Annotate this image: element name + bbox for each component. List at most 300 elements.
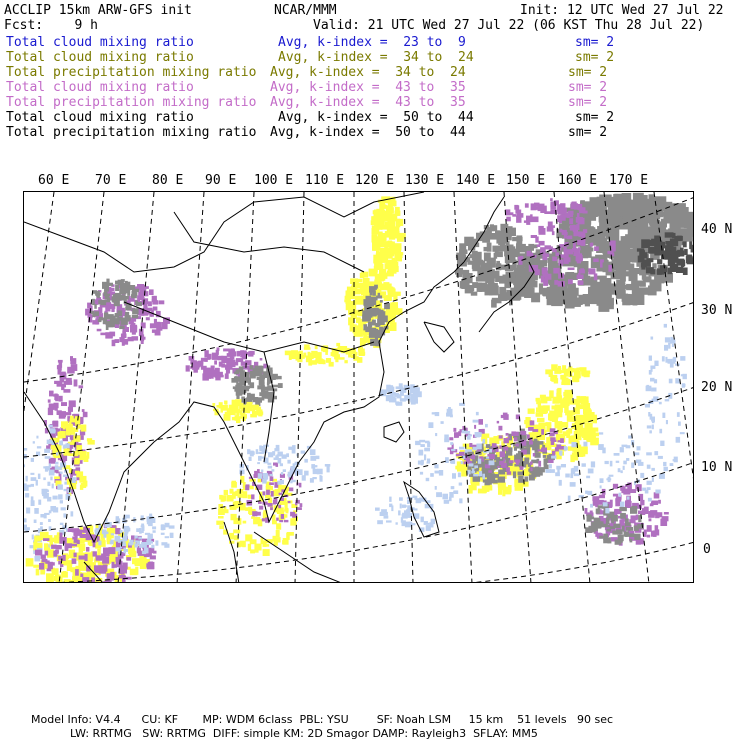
precip-cell [219,525,224,529]
coastline [24,192,424,272]
precip-cell [276,530,280,537]
precip-cell [552,257,557,262]
precip-cell [643,227,651,240]
precip-cell [557,389,560,393]
precip-cell [662,356,665,361]
precip-cell [64,579,71,583]
precip-cell [119,326,124,330]
precip-cell [621,294,632,298]
precip-cell [74,379,78,386]
precip-cell [603,525,610,528]
precip-cell [98,300,103,304]
precip-cell [224,490,228,495]
precip-cell [476,277,487,282]
precip-cell [424,448,430,452]
precip-cell [474,425,476,429]
precip-cell [613,494,618,497]
precip-cell [165,536,169,538]
precip-cell [587,430,591,439]
precip-cell [499,435,503,438]
precip-cell [578,280,584,285]
precip-cell [662,413,665,418]
precip-cell [170,533,174,538]
precip-cell [400,398,406,401]
precip-cell [48,399,51,402]
precip-cell [535,452,541,457]
precip-cell [373,210,382,214]
precip-cell [396,219,403,226]
precip-cell [583,211,588,214]
longitude-label: 100 E [254,173,294,188]
valid-time: Valid: 21 UTC Wed 27 Jul 22 (06 KST Thu 28 Jul 22) [313,18,705,33]
precip-cell [245,485,249,490]
precip-cell [669,241,678,246]
precip-cell [36,436,38,439]
precip-cell [596,509,600,514]
precip-cell [155,540,158,545]
precip-cell [461,461,463,464]
precip-cell [630,507,637,514]
precip-cell [572,202,577,207]
precip-cell [270,368,273,373]
precip-cell [95,318,98,324]
precip-cell [458,431,461,436]
precip-cell [459,483,462,486]
precip-cell [304,471,309,476]
precip-cell [66,431,70,435]
precip-cell [278,505,281,508]
field-name: Total precipitation mixing ratio [6,65,257,80]
field-name: Total cloud mixing ratio [6,35,194,50]
precipitation-shading [24,193,694,583]
precip-cell [55,404,58,411]
precip-cell [597,533,602,536]
precip-cell [69,408,72,415]
precip-cell [563,431,570,436]
precip-cell [571,225,575,230]
precip-cell [538,204,545,212]
precip-cell [459,447,465,450]
precip-cell [448,407,451,412]
precip-cell [119,575,126,579]
precip-cell [456,273,462,277]
precip-cell [514,205,518,210]
precip-cell [348,354,352,358]
precip-cell [486,284,494,288]
precip-cell [132,315,138,319]
precip-cell [372,310,377,316]
precip-cell [588,526,595,533]
precip-cell [642,488,646,491]
precip-cell [435,471,440,474]
precip-cell [506,433,509,436]
precip-cell [671,251,678,254]
precip-cell [482,465,485,469]
precip-cell [665,232,674,237]
precip-cell [38,474,41,479]
precip-cell [44,514,47,518]
precip-cell [186,365,190,371]
precip-cell [426,478,430,481]
precip-cell [24,518,27,522]
precip-cell [310,478,314,483]
precip-cell [600,259,604,262]
precip-cell [250,371,256,379]
precip-cell [363,334,367,343]
precip-cell [299,483,302,488]
precip-cell [623,466,625,470]
precip-cell [224,416,231,421]
longitude-label: 110 E [305,173,345,188]
precip-cell [144,548,149,554]
precip-cell [225,373,229,379]
precip-cell [75,569,79,576]
precip-cell [261,385,265,392]
precip-cell [540,398,547,404]
precip-cell [308,352,311,356]
precip-cell [496,446,499,452]
precip-cell [225,401,228,405]
precip-cell [572,468,575,472]
precip-cell [260,398,265,401]
precip-cell [120,283,127,290]
precip-cell [562,422,569,428]
precip-cell [100,333,105,336]
precip-cell [248,351,253,356]
precip-cell [607,541,611,544]
precip-cell [684,222,692,228]
precip-cell [489,461,495,466]
precip-cell [462,426,464,429]
precip-cell [677,412,680,417]
latitude-label: 40 N [701,222,733,237]
precip-cell [515,210,521,214]
precip-cell [654,451,658,455]
precip-cell [390,221,395,228]
precip-cell [271,491,274,497]
precip-cell [467,436,471,440]
precip-cell [316,456,320,459]
precip-cell [57,484,63,489]
precip-cell [644,508,648,514]
precip-cell [490,439,499,444]
precip-cell [155,322,161,327]
precip-cell [686,228,694,237]
precip-cell [344,360,347,363]
precip-cell [115,285,119,292]
field-k-index: Avg, k-index = 43 to 35 [270,95,466,110]
precip-cell [419,440,425,443]
precip-cell [650,378,655,382]
precip-cell [376,296,382,299]
precip-cell [591,243,594,246]
field-name: Total cloud mixing ratio [6,50,194,65]
precip-cell [654,250,660,255]
longitude-label: 60 E [38,173,70,188]
precip-cell [463,444,471,447]
precip-cell [507,471,512,475]
precip-cell [64,482,67,485]
precip-cell [345,296,351,299]
precip-cell [405,522,411,528]
precip-cell [649,356,652,361]
precip-cell [161,533,165,535]
precip-cell [665,337,670,342]
precip-cell [285,351,292,356]
precip-cell [386,520,392,522]
precip-cell [395,401,399,404]
precip-cell [152,299,157,302]
precip-cell [482,486,487,493]
parallel-line [144,542,694,583]
precip-cell [59,396,63,402]
precip-cell [683,268,688,276]
precip-cell [668,343,670,349]
precip-cell [610,241,616,247]
precip-cell [564,373,569,377]
precip-cell [514,437,517,441]
precip-cell [218,356,224,361]
precip-cell [626,527,633,531]
precip-cell [512,214,516,217]
precip-cell [689,241,692,249]
precip-cell [472,468,475,473]
precip-cell [497,231,507,239]
precip-cell [624,531,629,536]
precip-cell [49,425,53,428]
precip-cell [32,535,34,540]
precip-cell [518,476,523,483]
precip-cell [653,396,658,401]
precip-cell [111,533,114,535]
precip-cell [270,507,273,510]
precip-cell [231,514,237,520]
precip-cell [35,556,41,562]
precip-cell [577,240,581,245]
precip-cell [257,462,260,464]
precip-cell [263,491,266,495]
precip-cell [648,511,655,518]
precip-cell [366,296,372,301]
precip-cell [273,499,276,504]
precip-cell [235,399,241,406]
precip-cell [602,448,605,454]
precip-cell [544,458,547,465]
precip-cell [392,292,401,296]
precip-cell [221,405,224,412]
precip-cell [469,443,472,447]
precip-cell [105,286,109,291]
precip-cell [45,456,51,459]
precip-cell [530,420,535,425]
precip-cell [565,214,570,218]
precip-cell [254,474,258,478]
precip-cell [261,470,263,473]
precip-cell [427,462,431,464]
precip-cell [557,215,560,222]
precip-cell [618,468,621,472]
precip-cell [482,439,485,443]
precip-cell [657,259,662,264]
precip-cell [441,421,444,424]
precip-cell [376,251,380,256]
precip-cell [334,354,340,359]
precip-cell [562,365,566,370]
precip-cell [605,508,609,513]
precip-cell [485,424,488,428]
precip-cell [511,431,516,436]
precip-cell [74,553,77,558]
precip-cell [249,394,255,398]
precip-cell [79,556,86,560]
precip-cell [574,408,580,415]
precip-cell [31,458,34,462]
precip-cell [583,247,588,253]
precip-cell [572,452,577,458]
precip-cell [227,353,230,357]
precip-cell [419,450,424,456]
precip-cell [368,322,372,328]
precip-cell [660,441,664,446]
precip-cell [277,376,282,379]
precip-cell [348,317,354,325]
precip-cell [374,287,377,290]
precip-cell [120,530,123,533]
precip-cell [276,518,279,521]
precip-cell [605,461,609,464]
precip-cell [622,526,625,532]
precip-cell [544,274,551,280]
precip-cell [538,449,543,451]
precip-cell [664,512,669,515]
precip-cell [395,393,399,397]
precip-cell [607,234,617,239]
precip-cell [542,253,547,260]
precip-cell [474,260,483,265]
precip-cell [353,324,357,333]
precip-cell [396,252,403,258]
precip-cell [664,345,668,351]
precip-cell [622,445,628,447]
precip-cell [550,198,553,201]
precip-cell [586,276,591,283]
precip-cell [132,328,136,335]
precip-cell [308,358,312,365]
precip-cell [44,543,48,550]
precip-cell [652,418,655,422]
precip-cell [482,474,485,480]
precip-cell [319,475,321,480]
field-k-index: Avg, k-index = 34 to 24 [278,50,474,65]
precip-cell [240,350,244,357]
precip-cell [618,538,623,542]
precip-cell [620,447,624,452]
precip-cell [620,513,626,519]
longitude-label: 120 E [355,173,395,188]
precip-cell [64,560,72,565]
precip-cell [59,362,63,368]
precip-cell [661,250,670,254]
precip-cell [649,370,652,375]
precip-cell [530,214,533,221]
precip-cell [53,421,59,424]
precip-cell [421,460,424,464]
precip-cell [665,357,667,363]
precip-cell [363,324,367,330]
precip-cell [646,386,652,392]
precip-cell [147,308,152,311]
precip-cell [136,528,141,532]
precip-cell [373,290,376,295]
precip-cell [637,484,642,491]
precip-cell [310,456,316,461]
precip-cell [287,460,290,464]
precip-cell [538,467,545,472]
precip-cell [236,409,241,413]
precip-cell [72,558,77,564]
precip-cell [531,203,537,210]
precip-cell [630,539,633,543]
precip-cell [369,332,376,338]
precip-cell [450,442,453,445]
precip-cell [379,252,386,256]
precip-cell [234,535,238,538]
precip-cell [568,268,575,271]
precip-cell [82,409,85,412]
precip-cell [550,210,557,214]
precip-cell [235,362,238,366]
precip-cell [444,439,449,443]
precip-cell [659,473,665,479]
precip-cell [258,501,262,504]
precip-cell [249,405,252,408]
precip-cell [647,481,652,485]
precip-cell [380,300,383,303]
precip-cell [562,230,567,234]
precip-cell [141,515,144,520]
precip-cell [684,249,688,255]
precip-cell [500,451,505,457]
precip-cell [502,490,505,497]
precip-cell [446,413,448,416]
precip-cell [259,446,265,451]
precip-cell [538,226,544,233]
precip-cell [603,502,608,506]
precip-cell [147,539,151,543]
precip-cell [449,437,453,440]
precip-cell [641,263,647,268]
precip-cell [559,480,562,486]
precip-cell [164,544,169,548]
precip-cell [647,525,652,532]
precip-cell [355,296,364,305]
precip-cell [652,425,654,430]
precip-cell [646,267,654,273]
precip-cell [554,280,558,285]
precip-cell [449,497,452,502]
precip-cell [25,493,29,497]
precip-cell [500,485,505,489]
precip-cell [250,365,254,369]
forecast-map [23,191,694,583]
precip-cell [533,453,535,457]
precip-cell [656,512,662,517]
precip-cell [638,256,645,263]
precip-cell [115,293,121,300]
precip-cell [658,500,661,504]
field-smoothing: sm= 2 [568,95,608,110]
precip-cell [129,540,133,545]
